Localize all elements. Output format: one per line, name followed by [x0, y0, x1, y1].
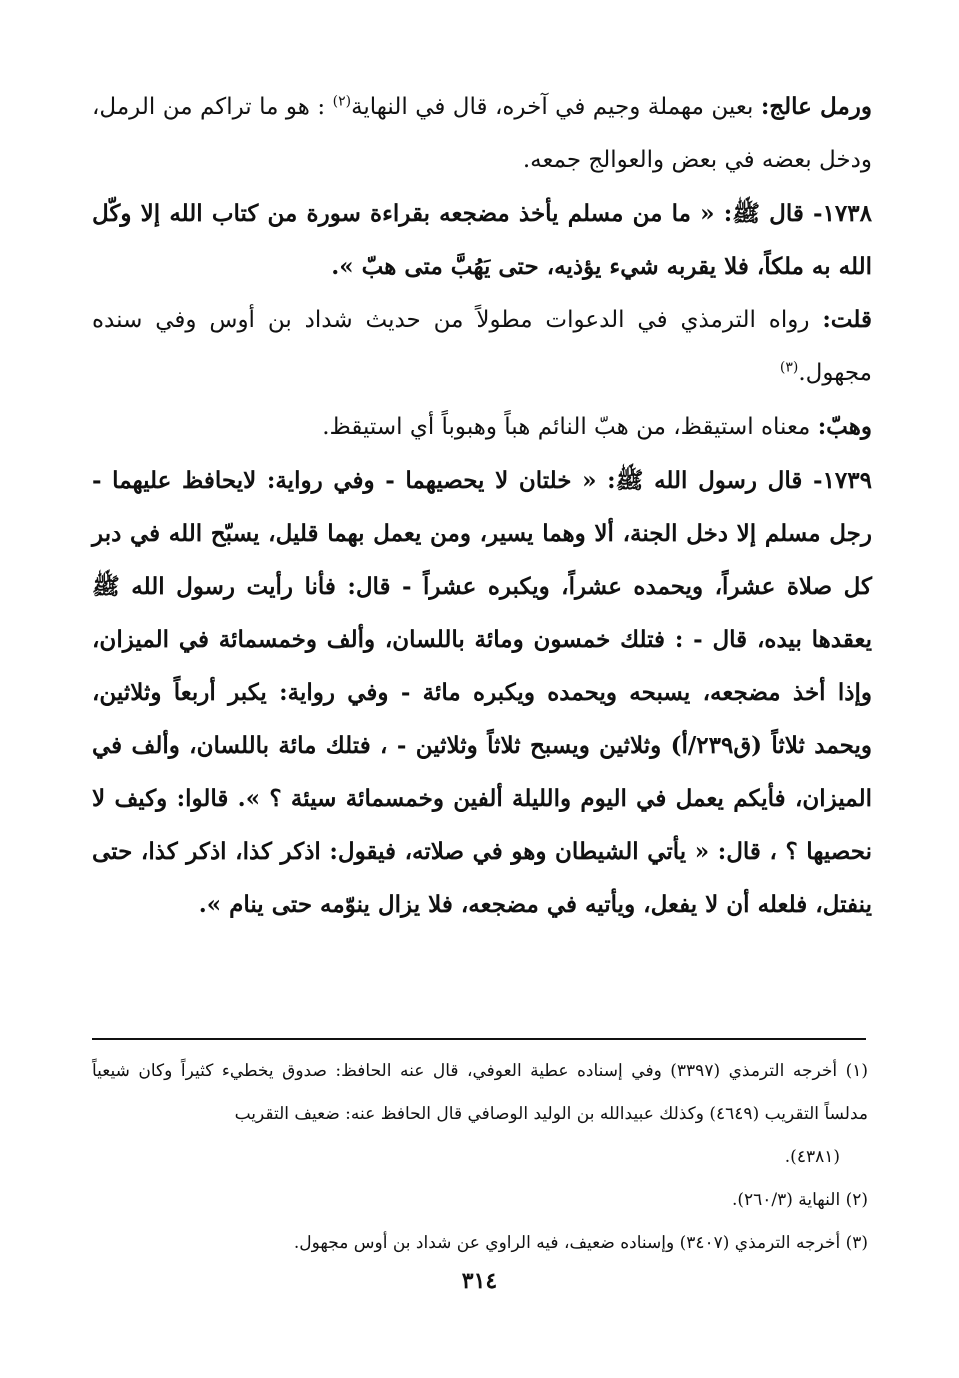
hadith-1738 — [92, 187, 872, 293]
main-text — [92, 80, 872, 931]
page-number: ٣١٤ — [461, 1268, 498, 1294]
footnote-2: (٢) النهاية (٢٦٠/٣). — [731, 1190, 868, 1210]
paragraph-text: : هو ما تراكم من الرمل، ودخل بعضه في بعض والعوالج جمعه. — [92, 94, 872, 173]
term-label: قلت: — [822, 306, 872, 333]
footnotes — [92, 1050, 868, 1265]
term-label: ورمل عالج: — [760, 93, 872, 120]
hadith-1739 — [92, 454, 872, 931]
hadith-text: قال رسول الله ﷺ: « خلتان لا يحصيهما - وفي رواية: لايحافظ عليهما - رجل مسلم إلا دخل الجنة، ألا وهما يسير، ومن يعمل بهما قليل، يسبّح الله في دبر كل صلاة عشراً، ويحمده عشراً، ويكبره عشراً - قال: فأنا رأيت رسول الله ﷺ يعقدها بيده، قال - : فتلك خمسون ومائة باللسان، وألف وخمسمائة في الميزان، وإذا أخذ مضجعه، يسبحه ويحمده ويكبره مائة - وفي رواية: يكبر أربعاً وثلاثين، ويحمد ثلاثاً (ق٢٣٩/أ) وثلاثين ويسبح ثلاثاً وثلاثين - ، فتلك مائة باللسان، وألف في الميزان، فأيكم يعمل في اليوم والليلة ألفين وخمسمائة سيئة ؟ ». قالوا: وكيف لا نحصيها ؟ ، قال: « يأتي الشيطان وهو في صلاته، فيقول: اذكر كذا، اذكر كذا، حتى ينفتل، فلعله أن لا يفعل، ويأتيه في مضجعه، فلا يزال ينوّمه حتى ينام ». — [92, 467, 872, 918]
term-label: وهبّ: — [817, 413, 872, 440]
paragraph-text: بعين مهملة وجيم في آخره، قال في النهاية — [351, 94, 761, 120]
footnote-divider — [92, 1038, 866, 1040]
paragraph-text: رواه الترمذي في الدعوات مطولاً من حديث شداد بن أوس وفي سنده مجهول. — [92, 307, 872, 386]
footnote-3: (٣) أخرجه الترمذي (٣٤٠٧) وإسناده ضعيف، فيه الراوي عن شداد بن أوس مجهول. — [293, 1233, 868, 1253]
hadith-text: قال ﷺ: « ما من مسلم يأخذ مضجعه بقراءة سورة من كتاب الله إلا وكّل الله به ملكاً، فلا يقربه شيء يؤذيه، حتى يَهُبَّ متى هبّ ». — [92, 200, 872, 280]
hadith-number: ١٧٣٩- — [813, 467, 872, 494]
footnote-1: (١) أخرجه الترمذي (٣٣٩٧) وفي إسناده عطية العوفي، قال عنه الحافظ: صدوق يخطيء كثيراً وكان شيعياً مدلساً التقريب (٤٦٤٩) وكذلك عبيدالله بن الوليد الوصافي قال الحافظ عنه: ضعيف التقريب — [92, 1061, 868, 1124]
footnote-ref: (٢) — [332, 93, 352, 110]
footnote-ref: (٣) — [779, 359, 799, 376]
paragraph-raml-alij — [92, 80, 872, 187]
paragraph-qultu — [92, 293, 872, 400]
paragraph-text: معناه استيقظ، من هبّ النائم هباً وهبوباً أي استيقظ. — [322, 414, 818, 440]
footnote-1-continuation: (٤٣٨١). — [784, 1147, 840, 1167]
hadith-number: ١٧٣٨- — [813, 200, 872, 227]
paragraph-habba — [92, 400, 872, 454]
